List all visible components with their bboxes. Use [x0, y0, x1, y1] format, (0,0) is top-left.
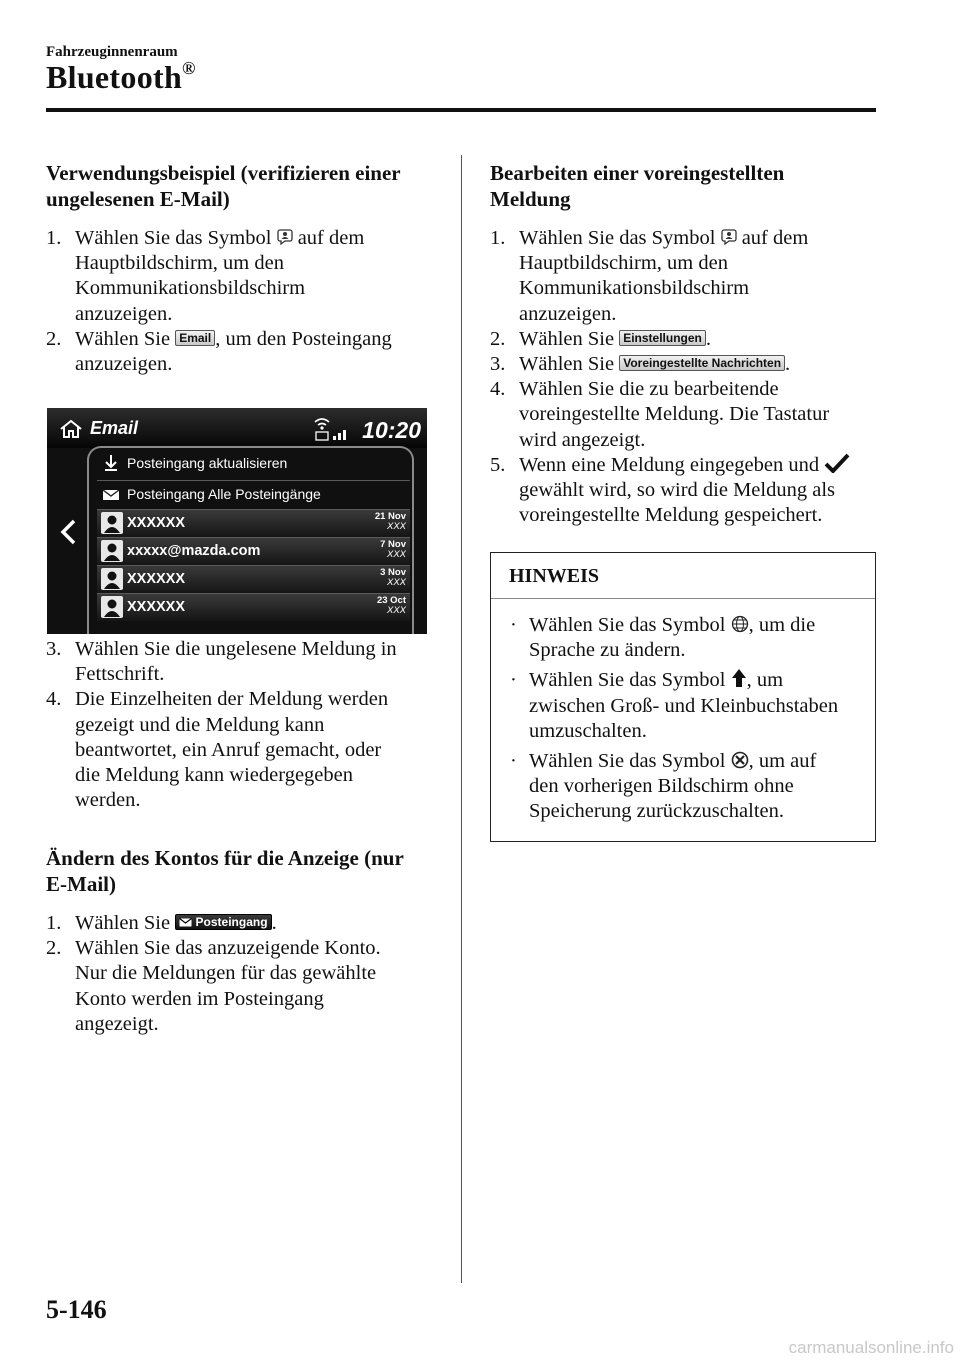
envelope-icon: [179, 918, 192, 927]
communication-icon: [277, 228, 293, 246]
message-row[interactable]: XXXXXX 21 Nov XXX: [97, 509, 410, 537]
shift-arrow-icon: [731, 668, 747, 688]
message-row[interactable]: XXXXXX 3 Nov XXX: [97, 565, 410, 593]
inbox-button-label: Posteingang: [175, 914, 271, 930]
steps-list: [46, 911, 446, 1037]
steps-list: [46, 637, 446, 813]
section-change-account: [46, 845, 446, 1037]
envelope-icon: [102, 489, 120, 501]
section-verify-unread-email: [46, 160, 446, 377]
settings-tab-label: Einstellungen: [619, 330, 706, 346]
step-item: 5. Wenn eine Meldung eingegeben und gewählt wird, so wird die Meldung als voreingestellte Meldung gespeichert.: [490, 453, 880, 529]
step-item: 4. Wählen Sie die zu bearbeitende voreingestellte Meldung. Die Tastatur wird angezeigt.: [490, 378, 830, 451]
note-box: [490, 552, 876, 842]
steps-list: [490, 226, 880, 528]
section-verify-unread-email-cont: [46, 637, 446, 813]
section-label: Fahrzeuginnenraum: [46, 44, 178, 60]
header-rule: [46, 108, 876, 112]
page-number: 5-146: [46, 1295, 107, 1324]
inbox-account-row[interactable]: Posteingang Alle Posteingänge: [97, 480, 410, 508]
watermark: carmanualsonline.info: [788, 1338, 954, 1357]
step-item: 3. Wählen Sie die ungelesene Meldung in Fettschrift.: [46, 638, 397, 686]
step-item: 1. Wählen Sie das Symbol auf dem Hauptbildschirm, um den Kommunikationsbildschirm anzuzeigen.: [490, 227, 809, 325]
step-item: 4. Die Einzelheiten der Meldung werden gezeigt und die Meldung kann beantwortet, ein Anruf gemacht, oder die Meldung kann wiedergegeben werden.: [46, 688, 389, 812]
contact-icon: [101, 512, 123, 534]
chapter-title: Bluetooth®: [46, 58, 196, 95]
back-arrow-icon[interactable]: [59, 518, 77, 546]
section-title: Verwendungsbeispiel (verifizieren einer ungelesenen E-Mail): [46, 161, 401, 211]
refresh-inbox-row[interactable]: Posteingang aktualisieren: [97, 450, 410, 477]
screen-title: Email: [90, 418, 139, 438]
email-tab-label: Email: [175, 330, 215, 346]
contact-icon: [101, 568, 123, 590]
step-item: 1. Wählen Sie das Symbol auf dem Hauptbildschirm, um den Kommunikationsbildschirm anzuzeigen.: [46, 227, 365, 325]
message-row[interactable]: XXXXXX 23 Oct XXX: [97, 593, 410, 621]
registered-mark: ®: [182, 58, 196, 78]
screen-header: [47, 408, 427, 448]
globe-icon: [731, 615, 749, 633]
communication-icon: [721, 228, 737, 246]
note-separator: [491, 598, 875, 599]
step-item: 2. Wählen Sie das anzuzeigende Konto. Nur die Meldungen für das gewählte Konto werden im Posteingang angezeigt.: [46, 937, 381, 1035]
download-arrow-icon: [103, 454, 119, 472]
step-item: 2. Wählen Sie Email , um den Posteingang anzuzeigen.: [46, 327, 392, 376]
message-row[interactable]: xxxxx@mazda.com 7 Nov XXX: [97, 537, 410, 565]
home-icon: [59, 419, 83, 439]
note-item: · Wählen Sie das Symbol , um die Sprache zu ändern.: [510, 614, 816, 662]
note-item: · Wählen Sie das Symbol , um zwischen Groß- und Kleinbuchstaben umzuschalten.: [510, 669, 839, 742]
preset-messages-label: Voreingestellte Nachrichten: [619, 355, 785, 371]
step-item: 1. Wählen Sie Posteingang .: [46, 912, 277, 934]
step-item: 3. Wählen Sie Voreingestellte Nachrichten .: [490, 353, 791, 376]
screen-clock: 10:20: [362, 417, 421, 443]
email-screen-illustration: [47, 408, 427, 634]
steps-list: [46, 226, 446, 377]
note-title: HINWEIS: [509, 565, 600, 587]
section-title: Bearbeiten einer voreingestellten Meldung: [490, 161, 785, 211]
section-edit-preset-message: [490, 160, 880, 528]
signal-status-icon: [311, 414, 351, 442]
section-title: Ändern des Kontos für die Anzeige (nur E-Mail): [46, 846, 404, 896]
contact-icon: [101, 596, 123, 618]
step-item: 2. Wählen Sie Einstellungen .: [490, 327, 712, 350]
contact-icon: [101, 540, 123, 562]
checkmark-icon: [824, 453, 850, 473]
column-divider: [461, 155, 462, 1283]
note-item: · Wählen Sie das Symbol , um auf den vorherigen Bildschirm ohne Speicherung zurückzuschalten.: [510, 750, 817, 823]
cancel-icon: [731, 751, 749, 769]
note-list: [507, 613, 871, 830]
